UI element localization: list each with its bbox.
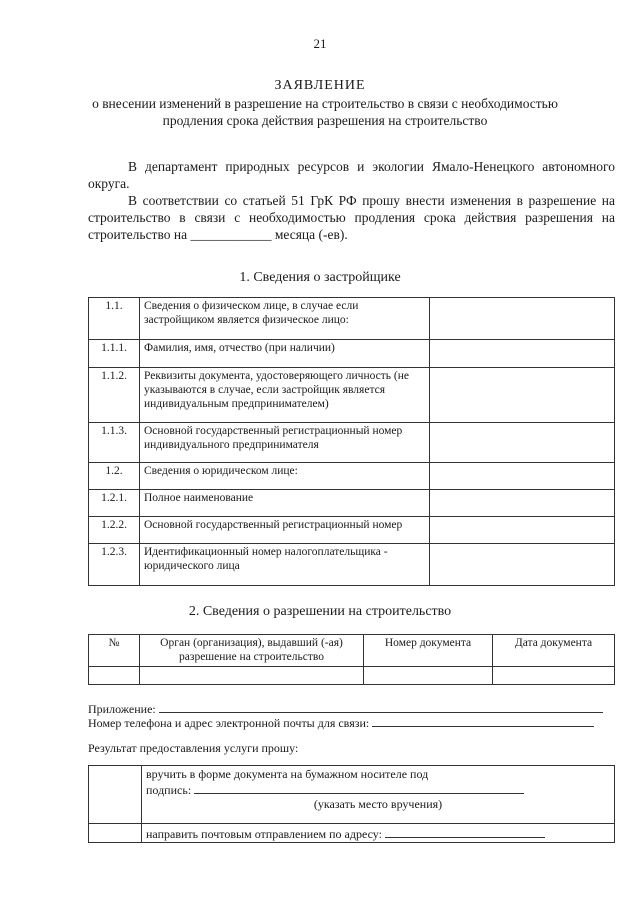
attachment-label: Приложение: bbox=[88, 702, 156, 716]
addressee-paragraph: В департамент природных ресурсов и экологии Ямало-Ненецкого автономного округа. bbox=[88, 159, 615, 191]
row-label: Идентификационный номер налогоплательщика - юридического лица bbox=[140, 544, 430, 586]
row-number: 1.2. bbox=[89, 463, 140, 490]
permit-info-table bbox=[88, 634, 615, 685]
mail-address-field[interactable] bbox=[385, 825, 545, 838]
subtitle-line-1: о внесении изменений в разрешение на строительство в связи с необходимостью bbox=[92, 96, 558, 111]
result-label: Результат предоставления услуги прошу: bbox=[88, 741, 299, 755]
row-value-field[interactable] bbox=[430, 423, 615, 463]
result-options-table bbox=[88, 765, 615, 843]
row-number: 1.2.3. bbox=[89, 544, 140, 586]
document-title: ЗАЯВЛЕНИЕ bbox=[274, 78, 366, 93]
section-2-title: 2. Сведения о разрешении на строительство bbox=[188, 604, 452, 619]
request-text: В соответствии со статьей 51 ГрК РФ прошу внести изменения в разрешение на строительство в связи с необходимостью продления срока действия разрешения на строительство на bbox=[88, 193, 615, 242]
row-label: Сведения о физическом лице, в случае если застройщиком является физическое лицо: bbox=[140, 298, 430, 340]
cell-authority[interactable] bbox=[140, 667, 364, 685]
column-header-authority: Орган (организация), выдавший (-ая) разрешение на строительство bbox=[140, 635, 364, 667]
row-number: 1.1.1. bbox=[89, 340, 140, 368]
request-paragraph bbox=[88, 192, 615, 243]
contact-label: Номер телефона и адрес электронной почты для связи: bbox=[88, 716, 370, 730]
row-value-field[interactable] bbox=[430, 544, 615, 586]
row-value-field[interactable] bbox=[430, 463, 615, 490]
row-value-field[interactable] bbox=[430, 298, 615, 340]
table-header-row bbox=[89, 635, 615, 667]
contact-line bbox=[88, 714, 594, 731]
table-row bbox=[89, 544, 615, 586]
signature-label: подпись: bbox=[146, 783, 192, 797]
cell-doc-date[interactable] bbox=[493, 667, 615, 685]
row-value-field[interactable] bbox=[430, 368, 615, 423]
attachment-field[interactable] bbox=[159, 700, 603, 713]
row-label: Фамилия, имя, отчество (при наличии) bbox=[140, 340, 430, 368]
table-row bbox=[89, 667, 615, 685]
row-value-field[interactable] bbox=[430, 490, 615, 517]
row-label: Основной государственный регистрационный номер индивидуального предпринимателя bbox=[140, 423, 430, 463]
row-number: 1.1.2. bbox=[89, 368, 140, 423]
page-number: 21 bbox=[313, 36, 327, 51]
option-mail-text: направить почтовым отправлением по адресу: bbox=[146, 827, 382, 841]
request-text-end: месяца (-ев). bbox=[274, 227, 348, 242]
delivery-place-field[interactable] bbox=[194, 781, 524, 794]
row-label: Реквизиты документа, удостоверяющего личность (не указываются в случае, если застройщик является индивидуальным предпринимателем) bbox=[140, 368, 430, 423]
months-blank[interactable]: ____________ bbox=[190, 227, 272, 242]
option-checkbox-mail[interactable] bbox=[89, 824, 142, 843]
row-label: Основной государственный регистрационный номер bbox=[140, 517, 430, 544]
option-paper-text: вручить в форме документа на бумажном носителе под bbox=[146, 767, 429, 781]
row-number: 1.2.1. bbox=[89, 490, 140, 517]
table-row bbox=[89, 517, 615, 544]
row-number: 1.2.2. bbox=[89, 517, 140, 544]
cell-number[interactable] bbox=[89, 667, 140, 685]
table-row bbox=[89, 340, 615, 368]
table-row bbox=[89, 368, 615, 423]
option-paper-signature bbox=[146, 781, 610, 797]
table-row bbox=[89, 490, 615, 517]
developer-info-table bbox=[88, 297, 615, 586]
row-value-field[interactable] bbox=[430, 340, 615, 368]
option-checkbox-paper[interactable] bbox=[89, 766, 142, 824]
table-row bbox=[89, 423, 615, 463]
row-label: Сведения о юридическом лице: bbox=[140, 463, 430, 490]
column-header-doc-date: Дата документа bbox=[493, 635, 615, 667]
option-paper bbox=[142, 766, 615, 824]
section-1-title: 1. Сведения о застройщике bbox=[239, 270, 401, 285]
document-subtitle bbox=[70, 95, 580, 129]
column-header-doc-number: Номер документа bbox=[364, 635, 493, 667]
cell-doc-number[interactable] bbox=[364, 667, 493, 685]
row-number: 1.1.3. bbox=[89, 423, 140, 463]
table-row bbox=[89, 298, 615, 340]
contact-field[interactable] bbox=[372, 714, 594, 727]
row-label: Полное наименование bbox=[140, 490, 430, 517]
table-row bbox=[89, 766, 615, 824]
table-row bbox=[89, 463, 615, 490]
row-value-field[interactable] bbox=[430, 517, 615, 544]
option-paper-hint: (указать место вручения) bbox=[313, 797, 443, 811]
subtitle-line-2: продления срока действия разрешения на строительство bbox=[162, 113, 488, 128]
option-mail bbox=[142, 824, 615, 843]
column-header-number: № bbox=[89, 635, 140, 667]
row-number: 1.1. bbox=[89, 298, 140, 340]
table-row bbox=[89, 824, 615, 843]
